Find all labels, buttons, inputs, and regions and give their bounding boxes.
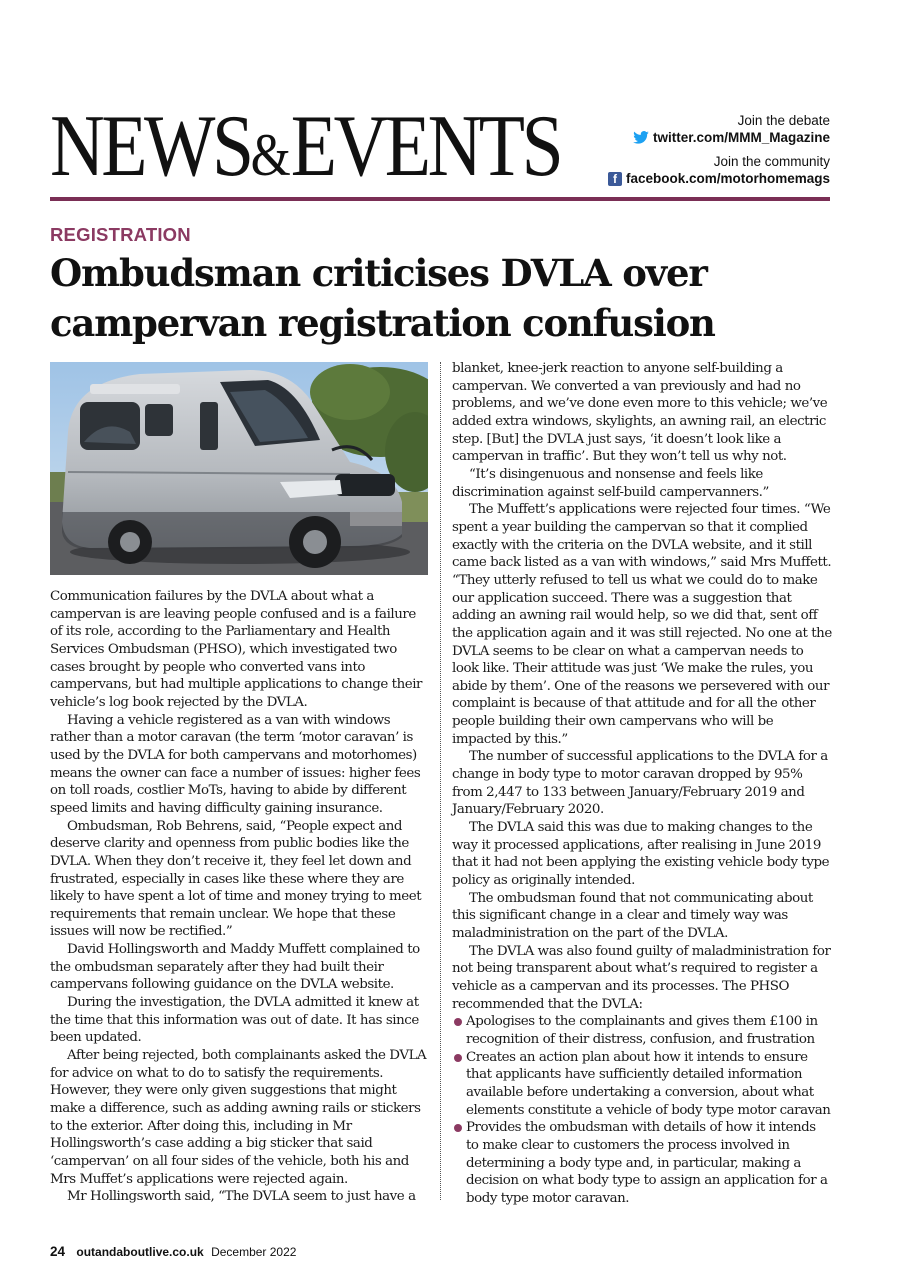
list-item: Provides the ombudsman with details of how it intends to make clear to customers the process involved in determining a body type and, in particular, making a decision on what body type to assign an application for a body type motor caravan. [452,1119,832,1207]
social-links [608,112,830,187]
footer-issue: December 2022 [211,1245,297,1259]
paragraph: The DVLA was also found guilty of maladministration for not being transparent about what’s required to register a vehicle as a campervan and its processes. The PHSO recommended that the DVLA: [452,943,831,1012]
facebook-icon: f [608,172,622,186]
article-column-right [452,360,832,1208]
paragraph: The DVLA said this was due to making changes to the way it processed applications, after realising in June 2019 that it had not been applying the existing vehicle body type policy as originally intended. [452,820,830,889]
section-title [50,98,561,200]
column-divider [440,362,441,1200]
page-number: 24 [50,1244,66,1259]
footer-site-link[interactable]: outandaboutlive.co.uk [76,1245,204,1259]
paragraph: David Hollingsworth and Maddy Muffett complained to the ombudsman separately after they had built their campervans following guidance on the DVLA website. [50,942,420,993]
page-footer [50,1244,296,1259]
campervan-photo [50,362,428,575]
twitter-link[interactable] [608,129,830,146]
community-label: Join the community [713,154,830,169]
facebook-link[interactable] [608,170,830,187]
paragraph: The number of successful applications to the DVLA for a change in body type to motor caravan dropped by 95% from 2,447 to 133 between January/February 2019 and January/February 2020. [452,749,828,818]
paragraph: blanket, knee-jerk reaction to anyone self-building a campervan. We converted a van previously and had no problems, and we’ve done even more to this vehicle; we’ve added extra windows, skylights, an awning rail, an electric step. [But] the DVLA just says, ‘it doesn’t look like a campervan in traffic’. But they won’t tell us why not. [452,361,828,465]
paragraph: The ombudsman found that not communicating about this significant change in a clear and timely way was maladministration on the part of the DVLA. [452,890,813,941]
paragraph: Mr Hollingsworth said, “The DVLA seem to just have a [67,1189,416,1205]
paragraph: Having a vehicle registered as a van with windows rather than a motor caravan (the term ‘motor caravan’ is used by the DVLA for both campervans and motorhomes) means the owner can face a number of issues: higher fees on toll roads, costlier MoTs, having to abide by different speed limits and having difficulty gaining insurance. [50,712,421,816]
article-column-left [50,588,430,1206]
twitter-icon [633,131,649,144]
twitter-handle: twitter.com/MMM_Magazine [652,130,830,145]
section-title-events: EVENTS [290,98,561,195]
paragraph: Communication failures by the DVLA about what a campervan is are leaving people confused and is a failure of its role, according to the Parliamentary and Health Services Ombudsman (PHSO), which investigated two cases brought by people who converted vans into campervans, but had multiple applications to change their vehicle’s log book rejected by the DVLA. [50,589,423,710]
paragraph: During the investigation, the DVLA admitted it knew at the time that this information was out of date. It has since been updated. [50,995,419,1046]
facebook-handle: facebook.com/motorhomemags [625,171,830,186]
section-kicker: REGISTRATION [50,224,191,245]
masthead [50,98,830,195]
list-item: Creates an action plan about how it intends to ensure that applicants have sufficiently detailed information available before undertaking a conversion, about what elements constitute a vehicle of body type motor caravan [452,1049,832,1120]
paragraph: The Muffett’s applications were rejected four times. “We spent a year building the campervan so that it complied exactly with the criteria on the DVLA website, and it still came back listed as a van with windows,” said Mrs Muffett. “They utterly refused to tell us what we could do to make our application succeed. There was a suggestion that adding an awning rail would help, so we did that, sent off the application again and it was still rejected. No one at the DVLA seems to be clear on what a campervan needs to look like. Their attitude was just ‘We make the rules, you abide by them’. One of the reasons we persevered with our complaint is because of that attitude and for all the other people building their own campervans who will be impacted by this.” [452,502,832,747]
section-title-news: NEWS [50,98,251,195]
recommendation-list [452,1013,832,1207]
paragraph: Ombudsman, Rob Behrens, said, “People expect and deserve clarity and openness from public bodies like the DVLA. When they don’t receive it, they feel let down and frustrated, especially in cases like these where they are likely to have spent a lot of time and money trying to meet requirements that remain unclear. We hope that these issues will now be rectified.” [50,818,422,940]
campervan-illustration [50,362,428,575]
header-rule [50,197,830,201]
section-title-ampersand: & [250,122,291,188]
paragraph: After being rejected, both complainants asked the DVLA for advice on what to do to satisfy the requirements. However, they were only given suggestions that might make a difference, such as adding awning rails or stickers to the exterior. After doing this, including in Mr Hollingsworth’s case adding a big sticker that said ‘campervan’ on all four sides of the vehicle, both his and Mrs Muffet’s applications were rejected again. [50,1048,427,1187]
paragraph: “It’s disingenuous and nonsense and feels like discrimination against self-build campervanners.” [452,466,769,500]
list-item: Apologises to the complainants and gives them £100 in recognition of their distress, confusion, and frustration [452,1013,832,1048]
debate-label: Join the debate [737,113,830,128]
article-headline: Ombudsman criticises DVLA over campervan registration confusion [50,251,715,345]
